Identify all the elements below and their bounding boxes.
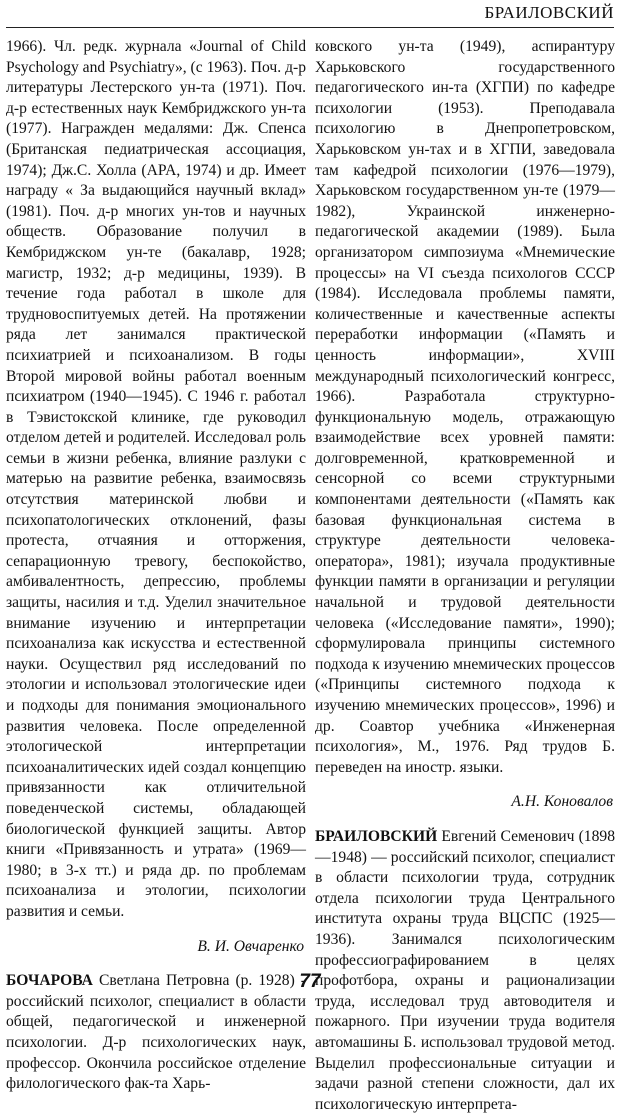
header-rule: [6, 27, 614, 28]
brailovsky-entry-text: Евгений Семенович (1898—1948) — российский психолог, специалист в области психологии труда, сотрудник отдела психологии труда Центрального института охраны труда ВЦСПС (1925—1936). Занимался психологическим профессиографированием в целях профотбора, охраны и рационализации труда, исследовал труд автоводителя и пожарного. При изучении труда водителя автомашины Б. использовал трудовой метод. Выделил профессиональные ситуации и задачи разной степени сложности, дал их психологическую интерпрета-: [315, 827, 615, 1113]
right-column: [315, 37, 615, 1115]
bocharova-headword: БОЧАРОВА: [6, 972, 93, 990]
bocharova-entry-continuation: ковского ун-та (1949), аспирантуру Харьковского государственного педагогического ин-та (ХГПИ) по кафедре психологии (1953). Преподавала психологию в Днепропетровском, Харьковском ун-тах и в ХГПИ, заведовала там кафедрой психологии (1976—1979), Харьковском государственном ун-те (1979—1982), Украинской инженерно-педагогической академии (1989). Была организатором симпозиума «Мнемические процессы» на VI съезда психологов СССР (1984). Исследовала проблемы памяти, количественные и качественные аспекты переработки информации («Память и ценность информации», XVIII международный психологический конгресс, 1966). Разработала структурно-функциональную модель, отражающую взаимодействие всех уровней памяти: долговременной, кратковременной и сенсорной со всеми структурными компонентами деятельности («Память как базовая функциональная система в структуре деятельности человека-оператора», 1981); изучала продуктивные функции памяти в организации и регуляции начальной и трудовой деятельности человека («Исследование памяти», 1990); сформулировала принципы системного подхода к изучению мнемических процессов («Принципы системного подхода к изучению мнемических процессов», 1996) и др. Соавтор учебника «Инженерная психология», М., 1976. Ряд трудов Б. переведен на иностр. языки.: [315, 38, 615, 776]
bowlby-entry-author: В. И. Овчаренко: [197, 937, 304, 955]
bowlby-entry-continuation: 1966). Чл. редк. журнала «Journal of Child Psychology and Psychiatry», (с 1963). Поч. д-р литературы Лестерского ун-та (1971). Поч. д-р естественных наук Кембриджского ун-та (1977). Награжден медалями: Дж. Спенса (Британская педиатрическая ассоциация, 1974); Дж.С. Холла (APA, 1974) и др. Имеет награду « За выдающийся научный вклад» (1981). Поч. д-р многих ун-тов и научных обществ. Образование получил в Кембриджском ун-те (бакалавр, 1928; магистр, 1932; д-р медицины, 1939). В течение года работал в школе для трудновоспитуемых детей. На протяжении ряда лет занимался практической психиатрией и психоанализом. В годы Второй мировой войны работал военным психиатром (1940—1945). С 1946 г. работал в Тэвистокской клинике, где руководил отделом детей и родителей. Исследовал роль семьи в жизни ребенка, влияние разлуки с матерью на развитие ребенка, взаимосвязь отсутствия материнской любви и психопатологических отклонений, фазы протеста, отчаяния и отторжения, сепарационную тревогу, беспокойство, амбивалентность, депрессию, проблемы защиты, насилия и т.д. Уделил значительное внимание изучению и интерпретации психоанализа как искусства и естественной науки. Осуществил ряд исследований по этологии и использовал этологические идеи и подходы для понимания эмоционального развития человека. После определенной этологической интерпретации психоаналитических идей создал концепцию привязанности как отличительной поведенческой системы, обладающей биологической функцией защиты. Автор книги «Привязанность и утрата» (1969—1980; в 3-х тт.) и ряда др. по проблемам психоанализа и этологии, психологии развития и семьи.: [6, 38, 306, 920]
bocharova-intro-text: Светлана Петровна (р. 1928) - российский психолог, специалист в области общей, педагогической и инженерной психологии. Д-р психологических наук, профессор. Окончила российское отделение филологического фак-та Харь-: [6, 972, 306, 1093]
left-column: [6, 37, 306, 1095]
brailovsky-headword: БРАИЛОВСКИЙ: [315, 827, 438, 845]
bocharova-entry-author: А.Н. Коновалов: [511, 793, 613, 811]
running-head: БРАИЛОВСКИЙ: [484, 3, 614, 22]
page-number: 77: [299, 971, 321, 992]
